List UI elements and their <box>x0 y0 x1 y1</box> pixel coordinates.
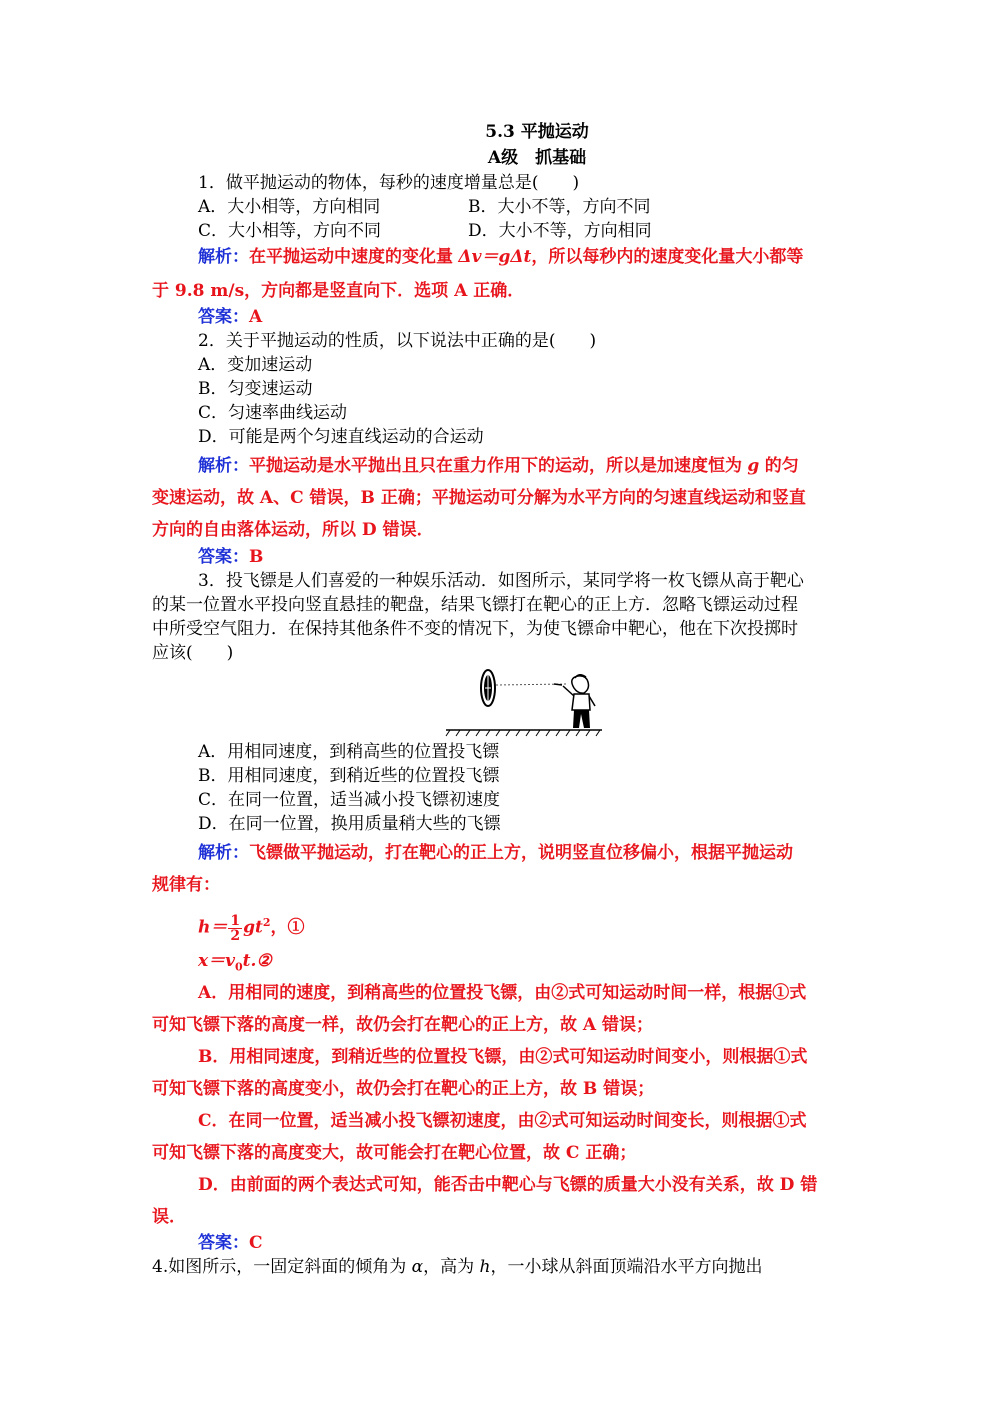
q3-analysis-text: 飞镖做平抛运动，打在靶心的正上方，说明竖直位移偏小，根据平抛运动 <box>249 843 793 863</box>
q2-analysis-line-1 <box>198 455 799 477</box>
q2-analysis-label: 解析： <box>198 456 249 476</box>
q3-explain-a-2: 可知飞镖下落的高度一样，故仍会打在靶心的正上方，故 A 错误； <box>152 1015 654 1035</box>
q4-stem-a: 4.如图所示，一固定斜面的倾角为 <box>152 1257 407 1277</box>
q1-analysis-line-1 <box>198 246 803 268</box>
eq2-subscript: 0 <box>235 960 243 974</box>
q3-equation-2 <box>198 950 272 978</box>
q1-option-d: D．大小不等，方向相同 <box>468 221 652 241</box>
q3-explain-b-1: B．用相同速度，到稍近些的位置投飞镖，由②式可知运动时间变小，则根据①式 <box>198 1047 808 1067</box>
q1-analysis-line-2: 于 9.8 m/s，方向都是竖直向下．选项 A 正确． <box>152 281 525 301</box>
q4-var-alpha: α <box>411 1257 424 1277</box>
q3-analysis-line-1 <box>198 842 793 864</box>
level-heading: A级 抓基础 <box>487 148 587 168</box>
eq1-denominator: 2 <box>230 927 241 944</box>
q3-explain-c-1: C．在同一位置，适当减小投飞镖初速度，由②式可知运动时间变长，则根据①式 <box>198 1111 807 1131</box>
q4-stem <box>152 1256 762 1278</box>
eq2-tail: t.② <box>242 951 272 971</box>
q1-answer-label: 答案： <box>198 307 249 327</box>
eq1-exponent: 2 <box>262 916 271 929</box>
eq1-rhs: gt <box>243 917 263 938</box>
dart-throw-figure <box>440 666 620 746</box>
q2-analysis-var-g: g <box>747 456 760 476</box>
q2-analysis-line-2: 变速运动，故 A、C 错误，B 正确；平抛运动可分解为水平方向的匀速直线运动和竖直 <box>152 488 806 508</box>
q1-stem: 1．做平抛运动的物体，每秒的速度增量总是( ) <box>198 173 580 193</box>
q3-stem-line-3: 中所受空气阻力．在保持其他条件不变的情况下，为使飞镖命中靶心，他在下次投掷时 <box>152 619 798 639</box>
q3-explain-c-2: 可知飞镖下落的高度变大，故可能会打在靶心位置，故 C 正确； <box>152 1143 637 1163</box>
q2-analysis-line-3: 方向的自由落体运动，所以 D 错误． <box>152 520 434 540</box>
q3-analysis-line-2: 规律有： <box>152 875 220 895</box>
eq2-main: x＝v <box>198 951 236 971</box>
q2-option-a: A．变加速运动 <box>198 355 313 375</box>
q1-option-a: A．大小相等，方向相同 <box>198 197 381 217</box>
q3-explain-a-1: A．用相同的速度，到稍高些的位置投飞镖，由②式可知运动时间一样，根据①式 <box>198 983 807 1003</box>
q3-option-b: B．用相同速度，到稍近些的位置投飞镖 <box>198 766 500 786</box>
q3-analysis-label: 解析： <box>198 843 249 863</box>
q1-analysis-text-tail: ，所以每秒内的速度变化量大小都等 <box>531 247 804 267</box>
q1-analysis-text: 在平抛运动中速度的变化量 <box>249 247 453 267</box>
q1-answer-value: A <box>249 307 263 327</box>
thrower-figure-icon <box>554 675 595 728</box>
q3-equation-1 <box>198 908 305 943</box>
q2-analysis-text: 平抛运动是水平抛出且只在重力作用下的运动，所以是加速度恒为 <box>249 456 742 476</box>
q2-option-c: C．匀速率曲线运动 <box>198 403 348 423</box>
q2-analysis-text-tail: 的匀 <box>764 456 799 476</box>
q3-option-d: D．在同一位置，换用质量稍大些的飞镖 <box>198 814 501 834</box>
q3-answer <box>198 1232 263 1254</box>
q3-option-a: A．用相同速度，到稍高些的位置投飞镖 <box>198 742 500 762</box>
q3-answer-label: 答案： <box>198 1233 249 1253</box>
q1-answer <box>198 306 262 328</box>
q4-stem-b: ，高为 <box>423 1257 475 1277</box>
page-title: 5.3 平抛运动 <box>485 122 589 142</box>
q3-explain-d-2: 误． <box>152 1207 186 1227</box>
eq1-tag: ，① <box>270 917 305 938</box>
q1-analysis-label: 解析： <box>198 247 249 267</box>
q3-stem-line-2: 的某一位置水平投向竖直悬挂的靶盘，结果飞镖打在靶心的正上方．忽略飞镖运动过程 <box>152 595 798 615</box>
q2-stem: 2．关于平抛运动的性质，以下说法中正确的是( ) <box>198 331 597 351</box>
eq1-numerator: 1 <box>230 912 241 929</box>
ground-hatching <box>446 730 600 736</box>
q3-answer-value: C <box>249 1233 263 1253</box>
q2-option-d: D．可能是两个匀速直线运动的合运动 <box>198 427 484 447</box>
dartboard-icon <box>481 670 495 706</box>
q3-stem-line-1: 3．投飞镖是人们喜爱的一种娱乐活动．如图所示，某同学将一枚飞镖从高于靶心 <box>198 571 804 591</box>
q2-answer-label: 答案： <box>198 547 249 567</box>
q3-explain-b-2: 可知飞镖下落的高度变小，故仍会打在靶心的正上方，故 B 错误； <box>152 1079 655 1099</box>
q3-explain-d-1: D．由前面的两个表达式可知，能否击中靶心与飞镖的质量大小没有关系，故 D 错 <box>198 1175 818 1195</box>
q4-var-h: h <box>479 1257 491 1277</box>
q2-answer-value: B <box>249 547 264 567</box>
eq1-fraction <box>228 914 242 943</box>
q1-analysis-formula: Δv＝gΔt <box>458 247 532 267</box>
q3-stem-line-4: 应该( ) <box>152 643 234 663</box>
q1-option-b: B．大小不等，方向不同 <box>468 197 651 217</box>
q3-option-c: C．在同一位置，适当减小投飞镖初速度 <box>198 790 501 810</box>
q1-option-c: C．大小相等，方向不同 <box>198 221 382 241</box>
eq1-lhs: h＝ <box>198 917 228 938</box>
q4-stem-c: ，一小球从斜面顶端沿水平方向抛出 <box>490 1257 763 1277</box>
q2-option-b: B．匀变速运动 <box>198 379 313 399</box>
q2-answer <box>198 546 263 568</box>
